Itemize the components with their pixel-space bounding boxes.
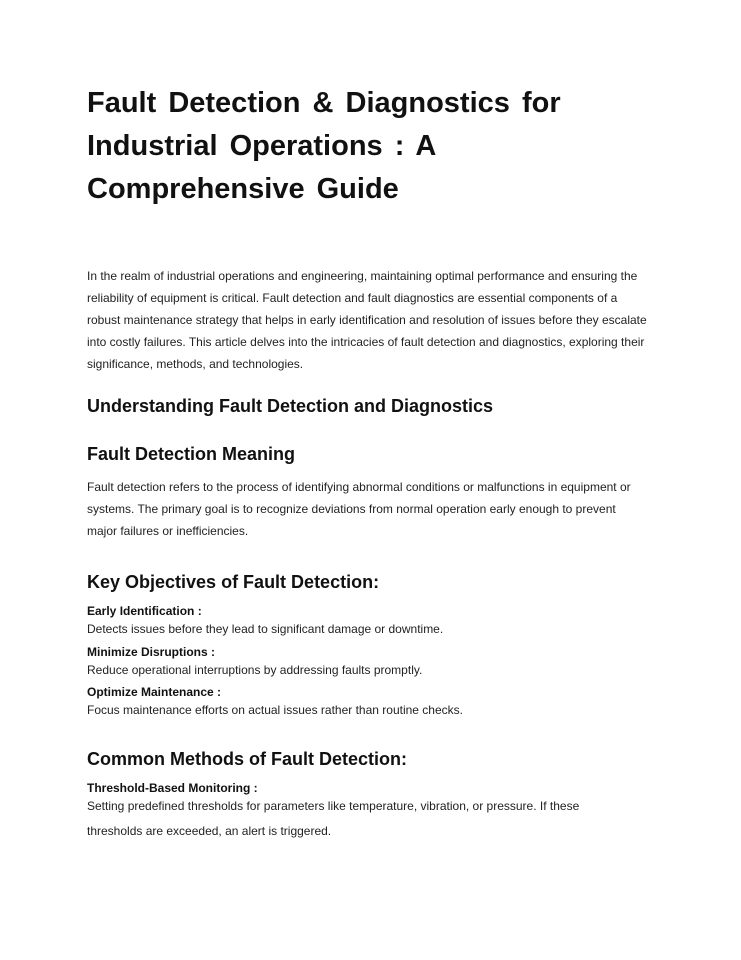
fault-detection-meaning-paragraph: Fault detection refers to the process of identifying abnormal conditions or malfunctions in equipment or systems. The primary goal is to recognize deviations from normal operation early enough to prevent major failures or inefficiencies. <box>87 480 631 538</box>
method-description: Setting predefined thresholds for parameters like temperature, vibration, or pressure. If these thresholds are exceeded, an alert is triggered. <box>87 799 580 838</box>
objective-title: Early Identification : <box>87 604 202 618</box>
heading-common-methods: Common Methods of Fault Detection: <box>87 749 407 769</box>
objective-description: Detects issues before they lead to significant damage or downtime. <box>87 622 444 636</box>
objective-title: Optimize Maintenance : <box>87 685 222 699</box>
method-title: Threshold-Based Monitoring : <box>87 781 258 795</box>
heading-key-objectives: Key Objectives of Fault Detection: <box>87 572 380 592</box>
objective-title: Minimize Disruptions : <box>87 645 216 659</box>
heading-understanding: Understanding Fault Detection and Diagnostics <box>87 396 494 416</box>
article-title: Fault Detection & Diagnostics for Industrial Operations : A Comprehensive Guide <box>87 87 561 205</box>
objective-description: Focus maintenance efforts on actual issues rather than routine checks. <box>87 703 463 717</box>
objective-description: Reduce operational interruptions by addressing faults promptly. <box>87 663 423 677</box>
heading-fault-detection-meaning: Fault Detection Meaning <box>87 444 296 464</box>
intro-paragraph: In the realm of industrial operations and engineering, maintaining optimal performance and ensuring the reliability of equipment is critical. Fault detection and fault diagnostics are essential components of a robust maintenance strategy that helps in early identification and resolution of issues before they escalate into costly failures. This article delves into the intricacies of fault detection and diagnostics, exploring their significance, methods, and technologies. <box>87 269 647 371</box>
